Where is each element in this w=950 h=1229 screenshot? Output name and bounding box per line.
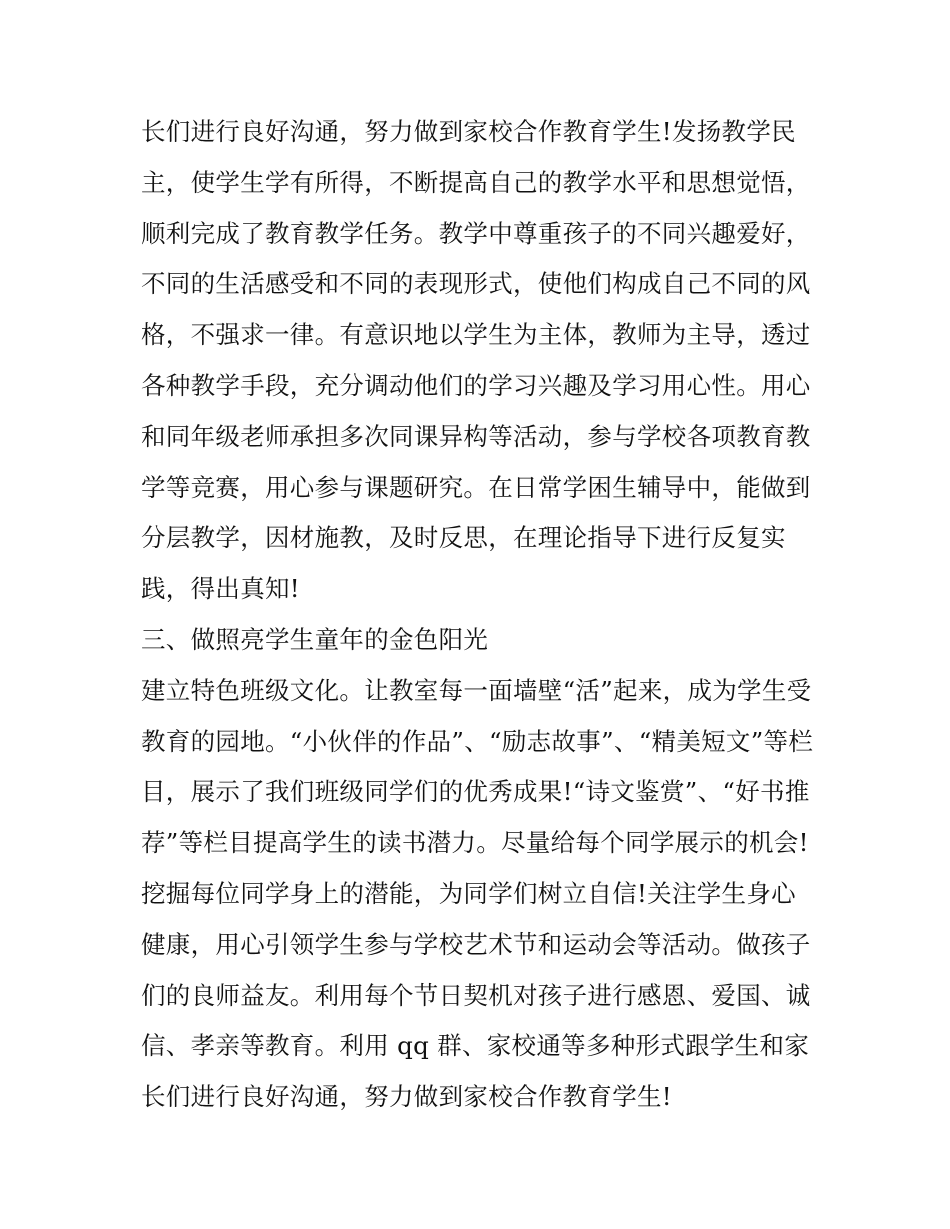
- text-line: 们的良师益友。利用每个节日契机对孩子进行感恩、爱国、诚: [141, 980, 811, 1010]
- text-line: 格，不强求一律。有意识地以学生为主体，教师为主导，透过: [141, 320, 811, 350]
- section-heading: 三、做照亮学生童年的金色阳光: [141, 624, 489, 654]
- text-line: 挖掘每位同学身上的潜能，为同学们树立自信!关注学生身心: [141, 878, 796, 908]
- text-line: 荐”等栏目提高学生的读书潜力。尽量给每个同学展示的机会!: [141, 828, 809, 858]
- text-line: 长们进行良好沟通，努力做到家校合作教育学生!发扬教学民: [141, 117, 796, 146]
- text-line: 和同年级老师承担多次同课异构等活动，参与学校各项教育教: [141, 421, 811, 451]
- text-line: 目，展示了我们班级同学们的优秀成果!“诗文鉴赏”、“好书推: [141, 777, 810, 807]
- text-line: 践，得出真知!: [141, 574, 300, 604]
- text-line: 学等竞赛，用心参与课题研究。在日常学困生辅导中，能做到: [141, 472, 811, 502]
- text-line: 健康，用心引领学生参与学校艺术节和运动会等活动。做孩子: [141, 929, 811, 959]
- text-line: 分层教学，因材施教，及时反思，在理论指导下进行反复实: [141, 523, 786, 553]
- body-text: [141, 107, 821, 1123]
- text-line: 不同的生活感受和不同的表现形式，使他们构成自己不同的风: [141, 269, 811, 299]
- text-line: 长们进行良好沟通，努力做到家校合作教育学生!: [141, 1082, 672, 1112]
- text-line: 教育的园地。“小伙伴的作品”、“励志故事”、“精美短文”等栏: [141, 726, 814, 756]
- text-line: 各种教学手段，充分调动他们的学习兴趣及学习用心性。用心: [141, 370, 811, 400]
- text-line: 信、孝亲等教育。利用 qq 群、家校通等多种形式跟学生和家: [141, 1031, 810, 1061]
- text-line: 主，使学生学有所得，不断提高自己的教学水平和思想觉悟，: [141, 167, 811, 197]
- text-line: 顺利完成了教育教学任务。教学中尊重孩子的不同兴趣爱好，: [141, 218, 811, 248]
- text-line: 建立特色班级文化。让教室每一面墙壁“活”起来，成为学生受: [141, 675, 812, 705]
